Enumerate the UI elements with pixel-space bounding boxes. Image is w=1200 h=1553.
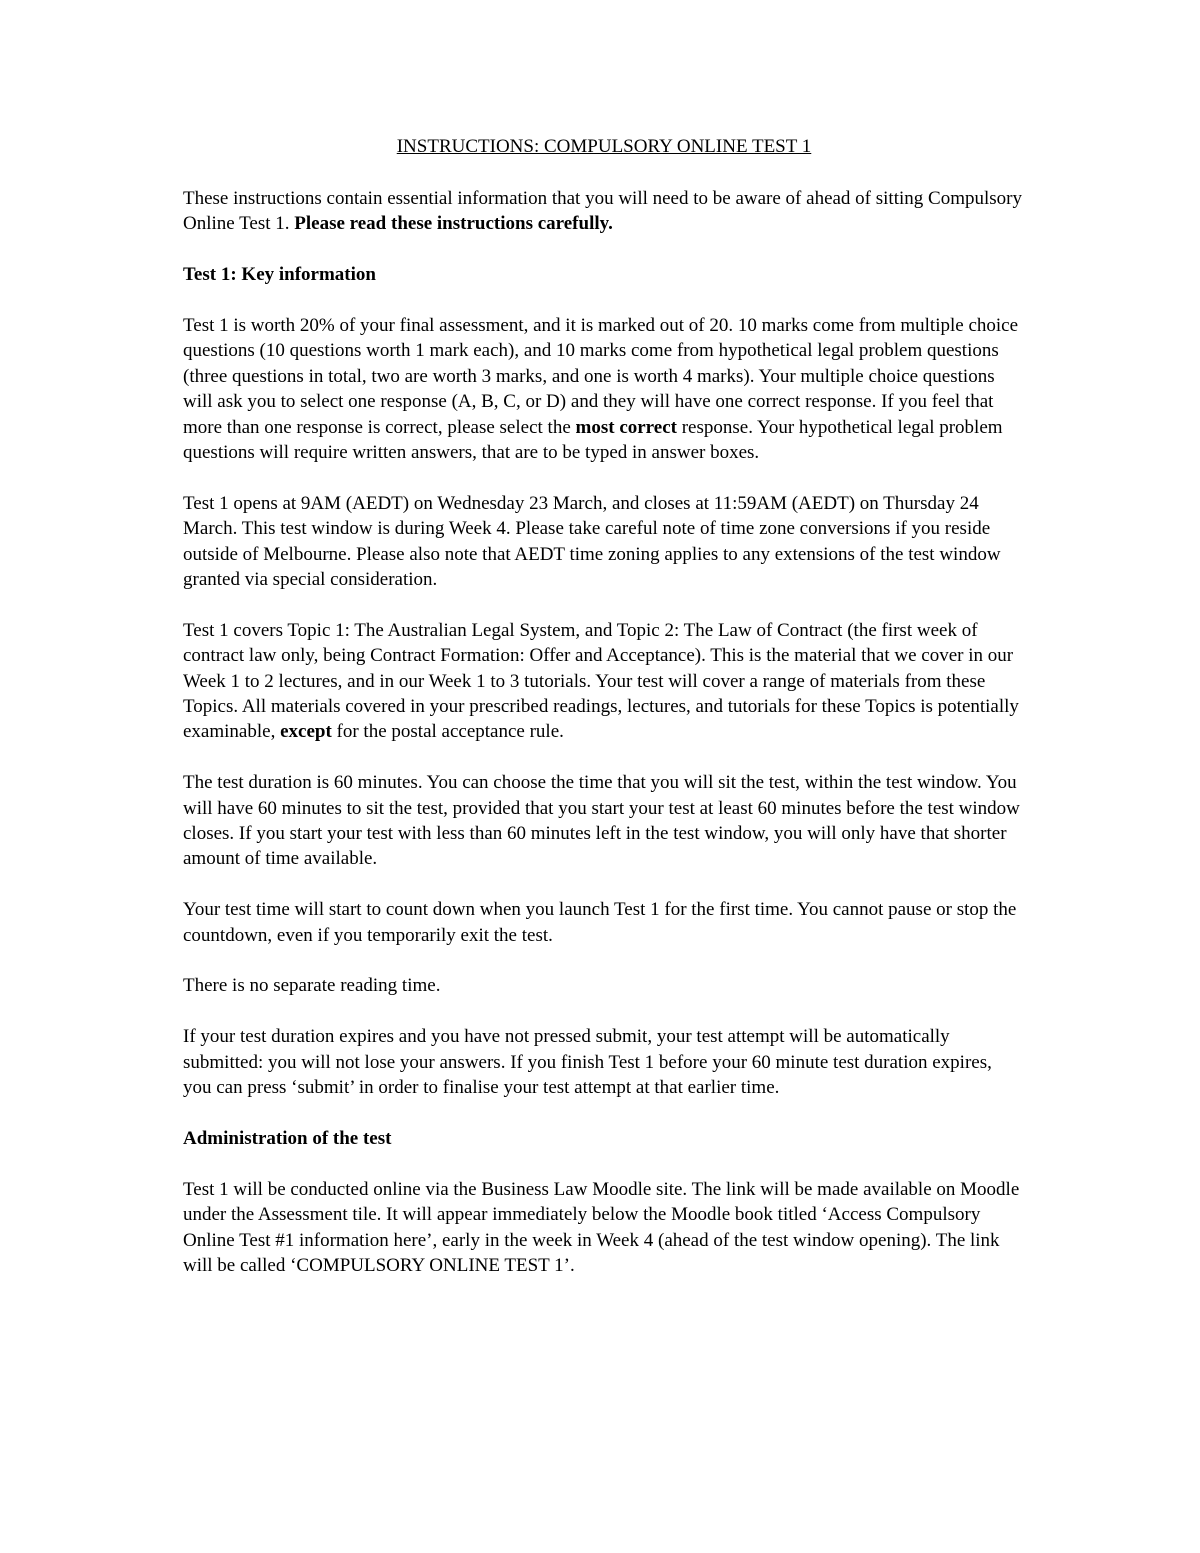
paragraph-marks — [183, 313, 1025, 465]
most-correct-emphasis: most correct — [575, 416, 677, 438]
intro-emphasis: Please read these instructions carefully. — [294, 213, 613, 235]
document-title: INSTRUCTIONS: COMPULSORY ONLINE TEST 1 — [396, 136, 812, 157]
paragraph-submission: If your test duration expires and you have not pressed submit, your test attempt will be automatically submitted: you will not lose your answers. If you finish Test 1 before your 60 minute test duration expires, you can press ‘submit’ in order to finalise your test attempt at that earlier time. — [183, 1026, 992, 1099]
paragraph-moodle: Test 1 will be conducted online via the Business Law Moodle site. The link will be made available on Moodle under the Assessment tile. It will appear immediately below the Moodle book titled ‘Access Compulsory Online Test #1 information here’, early in the week in Week 4 (ahead of the test window opening). The link will be called ‘COMPULSORY ONLINE TEST 1’. — [183, 1178, 1020, 1276]
paragraph-marks-text-2: response. Your hypothetical legal problem questions will require written answers, that are to be typed in answer boxes. — [183, 416, 1003, 464]
intro-text: These instructions contain essential information that you will need to be aware of ahead of sitting Compulsory Online Test 1. — [183, 188, 1022, 235]
paragraph-topics-text-1: Test 1 covers Topic 1: The Australian Legal System, and Topic 2: The Law of Contract (the first week of contract law only, being Contract Formation: Offer and Acceptance). This is the material that we cover in our Week 1 to 2 lectures, and in our Week 1 to 3 tutorials. Your test will cover a range of materials from these Topics. All materials covered in your prescribed readings, lectures, and tutorials for these Topics is potentially examinable, — [183, 619, 1019, 743]
paragraph-topics — [183, 618, 1025, 745]
intro-paragraph — [183, 186, 1025, 237]
section-heading-key-information: Test 1: Key information — [183, 264, 376, 286]
section-heading-administration: Administration of the test — [183, 1127, 392, 1149]
paragraph-topics-text-2: for the postal acceptance rule. — [331, 721, 564, 743]
document-body — [183, 133, 1025, 1304]
paragraph-reading-time: There is no separate reading time. — [183, 975, 441, 997]
except-emphasis: except — [280, 721, 332, 743]
paragraph-test-window: Test 1 opens at 9AM (AEDT) on Wednesday 23 March, and closes at 11:59AM (AEDT) on Thursday 24 March. This test window is during Week 4. Please take careful note of time zone conversions if you reside outside of Melbourne. Please also note that AEDT time zoning applies to any extensions of the test window granted via special consideration. — [183, 492, 1001, 591]
paragraph-marks-text-1: Test 1 is worth 20% of your final assessment, and it is marked out of 20. 10 marks come from multiple choice questions (10 questions worth 1 mark each), and 10 marks come from hypothetical legal problem questions (three questions in total, two are worth 3 marks, and one is worth 4 marks). Your multiple choice questions will ask you to select one response (A, B, C, or D) and they will have one correct response. If you feel that more than one response is correct, please select the — [183, 315, 1019, 438]
paragraph-countdown: Your test time will start to count down when you launch Test 1 for the first time. You cannot pause or stop the countdown, even if you temporarily exit the test. — [183, 899, 1017, 946]
paragraph-duration: The test duration is 60 minutes. You can choose the time that you will sit the test, within the test window. You will have 60 minutes to sit the test, provided that you start your test at least 60 minutes before the test window closes. If you start your test with less than 60 minutes left in the test window, you will only have that shorter amount of time available. — [183, 772, 1020, 870]
